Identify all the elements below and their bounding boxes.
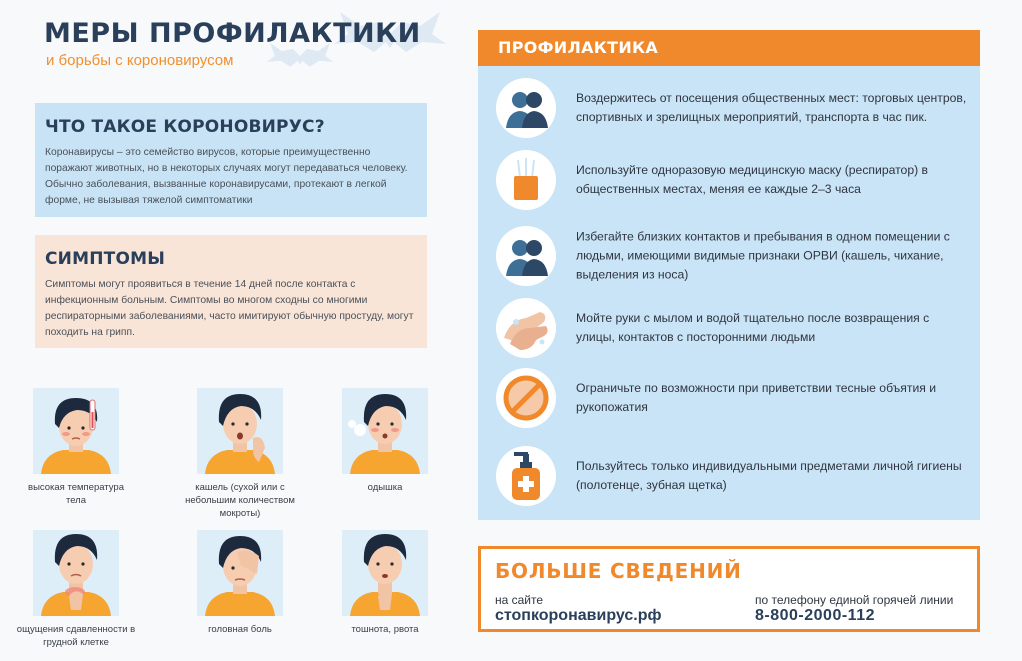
headache-person-icon [197,530,283,616]
nausea-person-icon [342,530,428,616]
tip-text: Мойте руки с мылом и водой тщательно после возвращения с улицы, контактов с посторонними людьми [576,311,930,344]
website-link[interactable]: стопкоронавирус.рф [495,607,662,624]
tip-avoid-contacts [496,226,966,286]
tip-use-mask [496,150,966,210]
more-info-title: БОЛЬШЕ СВЕДЕНИЙ [495,559,742,583]
symptom-label: кашель (сухой или с небольшим количеством мокроты) [185,482,295,519]
tip-limit-hugs [496,368,966,428]
symptom-label: высокая температура тела [28,482,124,506]
prevention-panel [478,30,980,520]
page-title: МЕРЫ ПРОФИЛАКТИКИ [44,18,421,49]
symptom-label: одышка [367,482,403,493]
tip-text: Пользуйтесь только индивидуальными предметами личной гигиены (полотенце, зубная щетка) [576,459,962,492]
symptoms-heading: СИМПТОМЫ [45,249,166,269]
symptom-nausea [310,530,460,636]
washing-hands-icon [496,298,556,358]
site-label: на сайте [495,593,544,607]
symptoms-box [35,235,427,348]
what-is-text: Коронавирусы – это семейство вирусов, которые преимущественно поражают животных, но в некоторых случаях могут передаваться человеку. Обычно заболевания, вызванные коронавирусами, протекают в легкой форме, не вызывая тяжелой симптоматики [45,147,408,206]
symptom-fever [1,388,151,507]
what-is-box [35,103,427,217]
tip-text: Используйте одноразовую медицинскую маску (респиратор) в общественных местах, меняя ее каждые 2–3 часа [576,163,929,196]
tip-text: Ограничьте по возможности при приветствии тесные объятия и рукопожатия [576,381,937,414]
tip-wash-hands [496,298,966,358]
no-hug-icon [496,368,556,428]
symptoms-text: Симптомы могут проявиться в течение 14 дней после контакта с инфекционным больным. Симптомы во многом сходны со многими респираторными заболеваниями, часто имитируют обычную простуду, могут походить на грипп. [45,279,414,338]
breathless-person-icon [342,388,428,474]
symptom-label: ощущения сдавленности в грудной клетке [16,624,136,648]
hotline-label: по телефону единой горячей линии [755,593,954,607]
more-info-box [478,546,980,632]
page-subtitle: и борьбы с короновирусом [46,52,234,69]
prevention-heading: ПРОФИЛАКТИКА [478,30,980,66]
people-icon [496,226,556,286]
coughing-person-icon [197,388,283,474]
tip-avoid-public-places [496,78,966,138]
symptom-chest [1,530,151,649]
tip-text: Избегайте близких контактов и пребывания в одном помещении с людьми, имеющими видимые признаки ОРВИ (кашель, чихание, выделения из носа) [576,229,950,282]
tip-personal-hygiene [496,446,966,506]
chest-pain-person-icon [33,530,119,616]
symptom-headache [165,530,315,636]
symptom-dyspnea [310,388,460,494]
symptom-label: головная боль [208,624,272,635]
people-icon [496,78,556,138]
hotline-phone[interactable]: 8-800-2000-112 [755,607,875,624]
tip-text: Воздержитесь от посещения общественных мест: торговых центров, спортивных и зрелищных мероприятий, транспорта в час пик. [576,91,967,124]
soap-dispenser-icon [496,446,556,506]
fever-person-icon [33,388,119,474]
symptom-label: тошнота, рвота [351,624,419,635]
mask-box-icon [496,150,556,210]
symptom-cough [165,388,315,520]
what-is-heading: ЧТО ТАКОЕ КОРОНОВИРУС? [45,117,325,137]
